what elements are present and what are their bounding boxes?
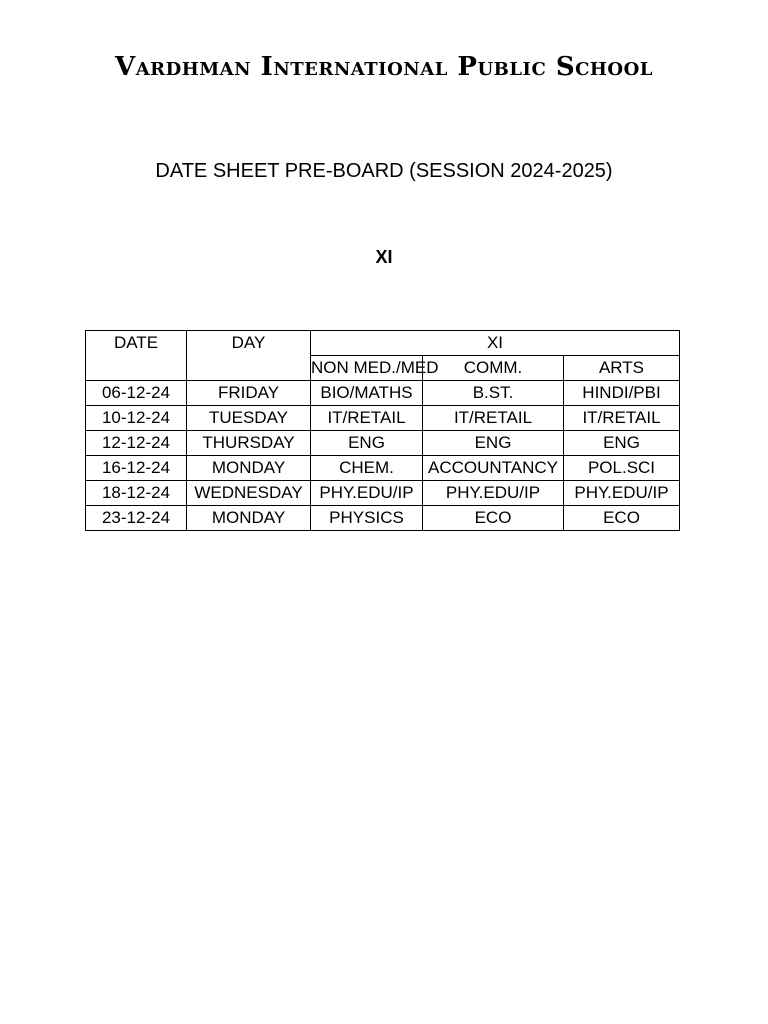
header-comm: COMM. <box>423 356 564 381</box>
cell-non-med: BIO/MATHS <box>311 381 423 406</box>
header-arts: ARTS <box>564 356 680 381</box>
cell-day: MONDAY <box>187 506 311 531</box>
cell-arts: IT/RETAIL <box>564 406 680 431</box>
school-name: Vardhman International Public School <box>115 52 653 82</box>
cell-day: THURSDAY <box>187 431 311 456</box>
cell-day: MONDAY <box>187 456 311 481</box>
cell-non-med: PHY.EDU/IP <box>311 481 423 506</box>
cell-date: 12-12-24 <box>86 431 187 456</box>
cell-arts: ENG <box>564 431 680 456</box>
cell-arts: POL.SCI <box>564 456 680 481</box>
cell-arts: HINDI/PBI <box>564 381 680 406</box>
cell-non-med: IT/RETAIL <box>311 406 423 431</box>
header-date: DATE <box>86 331 187 381</box>
cell-date: 18-12-24 <box>86 481 187 506</box>
cell-date: 10-12-24 <box>86 406 187 431</box>
cell-comm: B.ST. <box>423 381 564 406</box>
cell-arts: ECO <box>564 506 680 531</box>
header-class-group: XI <box>311 331 680 356</box>
table-row <box>86 481 680 506</box>
cell-comm: IT/RETAIL <box>423 406 564 431</box>
sheet-title: DATE SHEET PRE-BOARD (SESSION 2024-2025) <box>155 160 613 182</box>
header-non-med: NON MED./MED <box>311 356 423 381</box>
cell-comm: PHY.EDU/IP <box>423 481 564 506</box>
cell-arts: PHY.EDU/IP <box>564 481 680 506</box>
table-row <box>86 431 680 456</box>
cell-comm: ENG <box>423 431 564 456</box>
cell-comm: ACCOUNTANCY <box>423 456 564 481</box>
table-row <box>86 381 680 406</box>
table-row <box>86 506 680 531</box>
cell-non-med: PHYSICS <box>311 506 423 531</box>
header-day: DAY <box>187 331 311 381</box>
cell-date: 06-12-24 <box>86 381 187 406</box>
date-sheet-table <box>85 330 680 531</box>
table-row <box>86 456 680 481</box>
cell-non-med: CHEM. <box>311 456 423 481</box>
cell-date: 23-12-24 <box>86 506 187 531</box>
cell-non-med: ENG <box>311 431 423 456</box>
cell-date: 16-12-24 <box>86 456 187 481</box>
cell-day: WEDNESDAY <box>187 481 311 506</box>
cell-comm: ECO <box>423 506 564 531</box>
header-row-1 <box>86 331 680 356</box>
table-row <box>86 406 680 431</box>
cell-day: FRIDAY <box>187 381 311 406</box>
class-label: XI <box>375 247 393 267</box>
cell-day: TUESDAY <box>187 406 311 431</box>
